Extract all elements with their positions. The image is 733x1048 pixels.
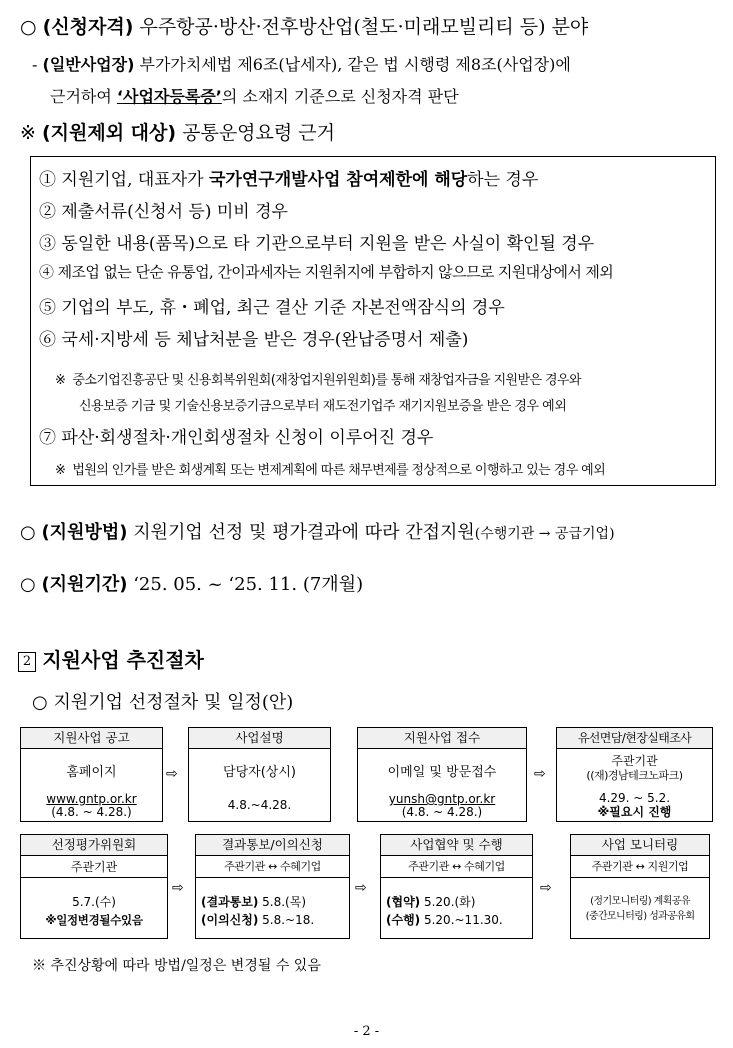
flow-step-agreement: 사업협약 및 수행 주관기관 ↔ 수혜기업 (협약) 5.20.(화) (수행) 5.20.~11.30. (380, 834, 533, 939)
flow-step-application: 지원사업 접수 이메일 및 방문접수 yunsh@gntp.or.kr (4.8. ~ 4.28.) (357, 727, 527, 822)
section2-subtitle: ○ 지원기업 선정절차 및 일정(안) (32, 692, 294, 713)
exclusion-label: (지원제외 대상) (41, 122, 177, 144)
bullet: ○ (20, 522, 36, 543)
flow-step-monitoring: 사업 모니터링 주관기관 ↔ 지원기업 (정기모니터링) 계획공유 (중간모니터링) 성과공유회 (570, 834, 710, 939)
section-number-box: 2 (18, 652, 36, 672)
flow-step-briefing: 사업설명 담당자(상시) 4.8.~4.28. (188, 727, 331, 822)
dash: - (32, 55, 38, 74)
general-text2-c: 의 소재지 기준으로 신청자격 판단 (221, 87, 459, 106)
section2-title: 지원사업 추진절차 (42, 648, 204, 672)
general-text: 부가가치세법 제6조(납세자), 같은 법 시행령 제8조(사업장)에 (134, 55, 571, 74)
email-link[interactable]: yunsh@gntp.or.kr (388, 792, 496, 806)
flow-step-interview: 유선면담/현장실태조사 주관기관 ((재)경남테크노파크) 4.29. ~ 5.2. ※필요시 진행 (556, 727, 713, 822)
general-business-line2 (50, 84, 459, 107)
exclusion-item-7: ⑦ 파산·회생절차·개인회생절차 신청이 이루어진 경우 (39, 428, 434, 448)
period-line (20, 570, 363, 596)
flow-step-evaluation: 선정평가위원회 주관기관 5.7.(수) ※일정변경될수있음 (20, 834, 168, 939)
arrow-icon: ⇨ (540, 880, 552, 896)
arrow-icon: ⇨ (166, 766, 178, 782)
period-label: (지원기간) (41, 574, 128, 595)
exclusion-item-2: ② 제출서류(신청서 등) 미비 경우 (39, 202, 288, 222)
section2-heading (18, 644, 204, 673)
bullet: ○ (20, 574, 36, 595)
eligibility-label: (신청자격) (42, 16, 134, 38)
note-6-line1: ※ 중소기업진흥공단 및 신용회복위원회(재창업지원위원회)를 통해 재창업자금을 지원받은 경우와 (55, 373, 581, 388)
method-small: (수행기관 → 공급기업) (474, 526, 615, 542)
homepage-link[interactable]: www.gntp.or.kr (46, 792, 137, 806)
note-7: ※ 법원의 인가를 받은 회생계획 또는 변제계획에 따른 채무변제를 정상적으로 이행하고 있는 경우 예외 (55, 463, 606, 478)
page-number: - 2 - (353, 1024, 380, 1039)
arrow-icon: ⇨ (534, 766, 546, 782)
exclusion-item-6: ⑥ 국세·지방세 등 체납처분을 받은 경우(완납증명서 제출) (39, 330, 469, 350)
exclusion-item-3: ③ 동일한 내용(품목)으로 타 기관으로부터 지원을 받은 사실이 확인될 경우 (39, 234, 595, 254)
step-title: 지원사업 공고 (21, 728, 162, 749)
footnote: ※ 추진상황에 따라 방법/일정은 변경될 수 있음 (32, 958, 321, 974)
eligibility-text: 우주항공·방산·전후방산업(철도·미래모빌리티 등) 분야 (133, 16, 589, 38)
flow-step-result: 결과통보/이의신청 주관기관 ↔ 수혜기업 (결과통보) 5.8.(목) (이의신청) 5.8.~18. (195, 834, 350, 939)
eligibility-line (20, 12, 588, 39)
exclusion-item-1: ① 지원기업, 대표자가 국가연구개발사업 참여제한에 해당하는 경우 (39, 170, 539, 190)
flow-step-announcement: 지원사업 공고 홈페이지 www.gntp.or.kr (4.8. ~ 4.28.) (20, 727, 163, 822)
exclusion-text: 공통운영요령 근거 (176, 122, 335, 144)
method-text: 지원기업 선정 및 평가결과에 따라 간접지원 (127, 522, 475, 543)
exclusion-item-4: ④ 제조업 없는 단순 유통업, 간이과세자는 지원취지에 부합하지 않으므로 지원대상에서 제외 (39, 263, 614, 281)
exclusion-line (20, 118, 335, 145)
arrow-icon: ⇨ (355, 880, 367, 896)
exclusion-box (30, 156, 716, 486)
reference-mark: ※ (20, 122, 36, 144)
business-registration-term: ‘사업자등록증’ (116, 87, 222, 106)
general-label: (일반사업장) (42, 55, 135, 74)
method-line (20, 518, 615, 544)
method-label: (지원방법) (41, 522, 128, 543)
general-business-line (32, 52, 571, 75)
period-text: ‘25. 05. ~ ‘25. 11. (7개월) (127, 574, 364, 595)
note-6-line2: 신용보증 기금 및 기술신용보증기금으로부터 재도전기업주 재기지원보증을 받은 경우 예외 (79, 399, 567, 414)
general-text2-a: 근거하여 (50, 87, 117, 106)
exclusion-item-5: ⑤ 기업의 부도, 휴・폐업, 최근 결산 기준 자본전액잠식의 경우 (39, 298, 505, 318)
bullet: ○ (20, 16, 37, 38)
arrow-icon: ⇨ (172, 880, 184, 896)
